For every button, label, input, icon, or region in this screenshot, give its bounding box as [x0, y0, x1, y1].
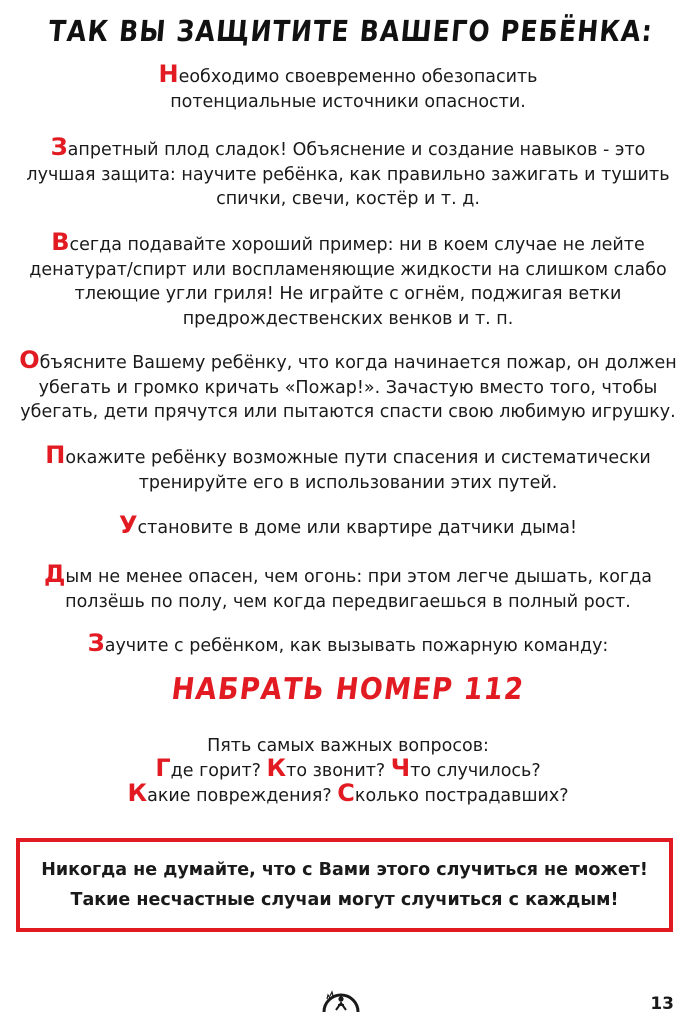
drop-cap: З [50, 133, 68, 161]
paragraph-text: апретный плод сладок! Объяснение и создание навыков - это [67, 140, 646, 160]
paragraph-5 [10, 441, 686, 495]
page-number: 13 [650, 994, 674, 1014]
question-text: то случилось? [410, 761, 541, 781]
drop-cap: К [266, 754, 287, 782]
page-title: ТАК ВЫ ЗАЩИТИТЕ ВАШЕГО РЕБЁНКА: [47, 14, 655, 48]
question-text: акие повреждения? [147, 786, 338, 806]
paragraph-8 [10, 629, 686, 659]
paragraph-text: убегать, дети прячутся или пытаются спасти свою любимую игрушку. [20, 402, 676, 422]
warning-line-1: Никогда не думайте, что с Вами этого случиться не может! [41, 860, 648, 880]
paragraph-6 [10, 511, 686, 541]
emergency-number-heading: НАБРАТЬ НОМЕР 112 [169, 672, 527, 707]
paragraph-text: сегда подавайте хороший пример: ни в коем случае не лейте [69, 235, 645, 255]
paragraph-text: лучшая защита: научите ребёнка, как правильно зажигать и тушить [26, 164, 670, 185]
paragraph-text: становите в доме или квартире датчики дыма! [137, 518, 577, 538]
fire-brigade-logo-icon [318, 990, 364, 1014]
drop-cap: В [51, 228, 70, 256]
paragraph-text: тренируйте его в использовании этих путей. [138, 472, 558, 493]
paragraph-text: спички, свечи, костёр и т. д. [216, 189, 480, 209]
drop-cap: Г [155, 754, 171, 782]
paragraph-text: тлеющие угли гриля! Не играйте с огнём, поджигая ветки [74, 284, 622, 304]
paragraph-text: предрождественских венков и т. п. [182, 308, 514, 329]
drop-cap: Ч [390, 754, 411, 782]
warning-line-2: Такие несчастные случаи могут случиться с каждым! [70, 890, 619, 910]
drop-cap: П [45, 441, 66, 469]
paragraph-text: аучите с ребёнком, как вызывать пожарную команду: [104, 636, 609, 656]
warning-box [16, 838, 673, 932]
paragraph-text: убегать и громко кричать «Пожар!». Зачастую вместо того, чтобы [38, 377, 658, 398]
paragraph-1 [10, 60, 686, 114]
paragraph-7 [10, 560, 686, 614]
question-text: де горит? [170, 761, 267, 781]
paragraph-text: потенциальные источники опасности. [170, 91, 526, 112]
drop-cap: З [87, 629, 105, 657]
paragraph-text: бъясните Вашему ребёнку, что когда начинается пожар, он должен [39, 353, 677, 373]
paragraph-text: ползёшь по полу, чем когда передвигаешься в полный рост. [65, 591, 631, 612]
questions-block [10, 735, 686, 808]
drop-cap: О [19, 346, 40, 374]
drop-cap: К [127, 779, 148, 807]
paragraph-3 [10, 228, 686, 331]
paragraph-text: денатурат/спирт или воспламеняющие жидкости на слишком слабо [29, 259, 667, 280]
drop-cap: Д [44, 560, 66, 588]
question-text: то звонит? [286, 761, 391, 781]
questions-intro: Пять самых важных вопросов: [207, 736, 489, 756]
drop-cap: У [119, 511, 138, 539]
paragraph-text: окажите ребёнку возможные пути спасения и систематически [65, 448, 651, 468]
paragraph-text: ым не менее опасен, чем огонь: при этом легче дышать, когда [65, 567, 652, 587]
question-text: колько пострадавших? [354, 786, 569, 806]
paragraph-text: еобходимо своевременно обезопасить [178, 67, 538, 87]
drop-cap: Н [158, 60, 179, 88]
paragraph-2 [10, 133, 686, 212]
paragraph-4 [10, 346, 686, 425]
drop-cap: С [337, 779, 355, 807]
